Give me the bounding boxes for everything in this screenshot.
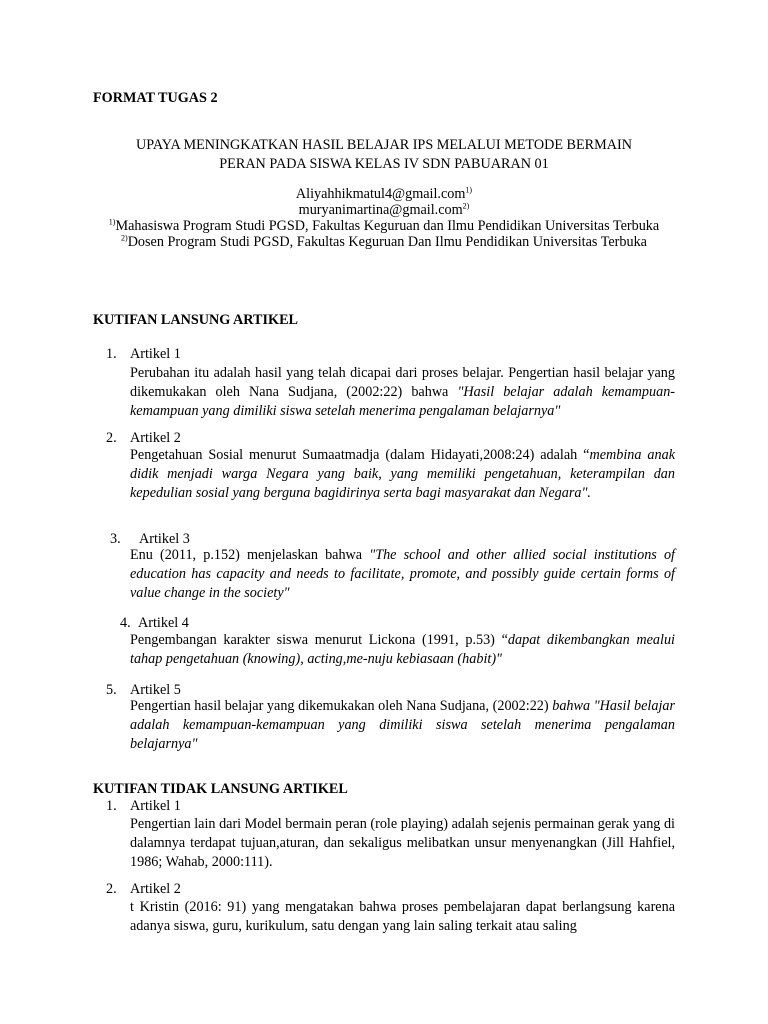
author-email-1: Aliyahhikmatul4@gmail.com$^{1)}$ xyxy=(295,185,473,202)
article-paraphrase-body: Pengertian lain dari Model bermain peran (role playing) adalah sejenis permainan gerak yang di dalamnya terdapat tujuan,aturan, dan sekaligus melibatkan unsur menyenangkan (Jill Hahfiel, 1986; Wahab, 2000:111). xyxy=(130,816,675,870)
paper-title-line2: PERAN PADA SISWA KELAS IV SDN PABUARAN 01 xyxy=(219,156,549,172)
affiliation-1: $^{1)}$Mahasiswa Program Studi PGSD, Fakultas Keguruan dan Ilmu Pendidikan Universitas Terbuka xyxy=(108,217,660,234)
affiliation-2: $^{2)}$Dosen Program Studi PGSD, Fakultas Keguruan Dan Ilmu Pendidikan Universitas Terbuka xyxy=(121,233,647,250)
article-label: Artikel 1 xyxy=(130,798,181,814)
article-label: Artikel 3 xyxy=(139,531,190,547)
author-email-2: muryanimartina@gmail.com$^{2)}$ xyxy=(298,201,470,218)
article-quote-body: Enu (2011, p.152) menjelaskan bahwa "The school and other allied social institutions of education has capacity and needs to facilitate, promote, and possibly guide certain forms of value change in the society" xyxy=(130,547,675,601)
format-title: FORMAT TUGAS 2 xyxy=(93,90,218,106)
article-quote-body: Pengetahuan Sosial menurut Sumaatmadja (dalam Hidayati,2008:24) adalah “membina anak didik menjadi warga Negara yang baik, yang memiliki pengetahuan, keterampilan dan kepedulian sosial yang berguna bagidirinya serta bagi masyarakat dan Negara". xyxy=(130,447,675,501)
list-number: 1. xyxy=(106,798,117,814)
article-quote-body: Pengembangan karakter siswa menurut Lickona (1991, p.53) “dapat dikembangkan mealui tahap pengetahuan (knowing), acting,me-nuju kebiasaan (habit)" xyxy=(130,632,675,667)
article-quote-body: Pengertian hasil belajar yang dikemukakan oleh Nana Sudjana, (2002:22) bahwa "Hasil belajar adalah kemampuan-kemampuan yang dimiliki siswa setelah menerima pengalaman belajarnya" xyxy=(130,698,675,752)
section-heading-indirect-quotes: KUTIFAN TIDAK LANSUNG ARTIKEL xyxy=(93,781,348,797)
article-label: Artikel 1 xyxy=(130,346,181,362)
article-label: Artikel 5 xyxy=(130,682,181,698)
article-paraphrase-body: t Kristin (2016: 91) yang mengatakan bahwa proses pembelajaran dapat berlangsung karena adanya siswa, guru, kurikulum, satu dengan yang lain saling terkait atau saling xyxy=(130,899,675,934)
section-heading-direct-quotes: KUTIFAN LANSUNG ARTIKEL xyxy=(93,312,298,328)
list-number: 5. xyxy=(106,682,117,698)
article-label: Artikel 2 xyxy=(130,881,181,897)
list-number: 3. xyxy=(110,531,121,547)
article-label: Artikel 2 xyxy=(130,430,181,446)
article-quote-body: Perubahan itu adalah hasil yang telah dicapai dari proses belajar. Pengertian hasil belajar yang dikemukakan oleh Nana Sudjana, (2002:22) bahwa "Hasil belajar adalah kemampuan-kemampuan yang dimiliki siswa setelah menerima pengalaman belajarnya" xyxy=(130,365,676,419)
list-number: 1. xyxy=(106,346,117,362)
list-number: 2. xyxy=(106,430,117,446)
list-number: 2. xyxy=(106,881,117,897)
list-number: 4. xyxy=(120,615,131,631)
paper-title-line1: UPAYA MENINGKATKAN HASIL BELAJAR IPS MELALUI METODE BERMAIN xyxy=(136,137,632,153)
article-label: Artikel 4 xyxy=(138,615,189,631)
